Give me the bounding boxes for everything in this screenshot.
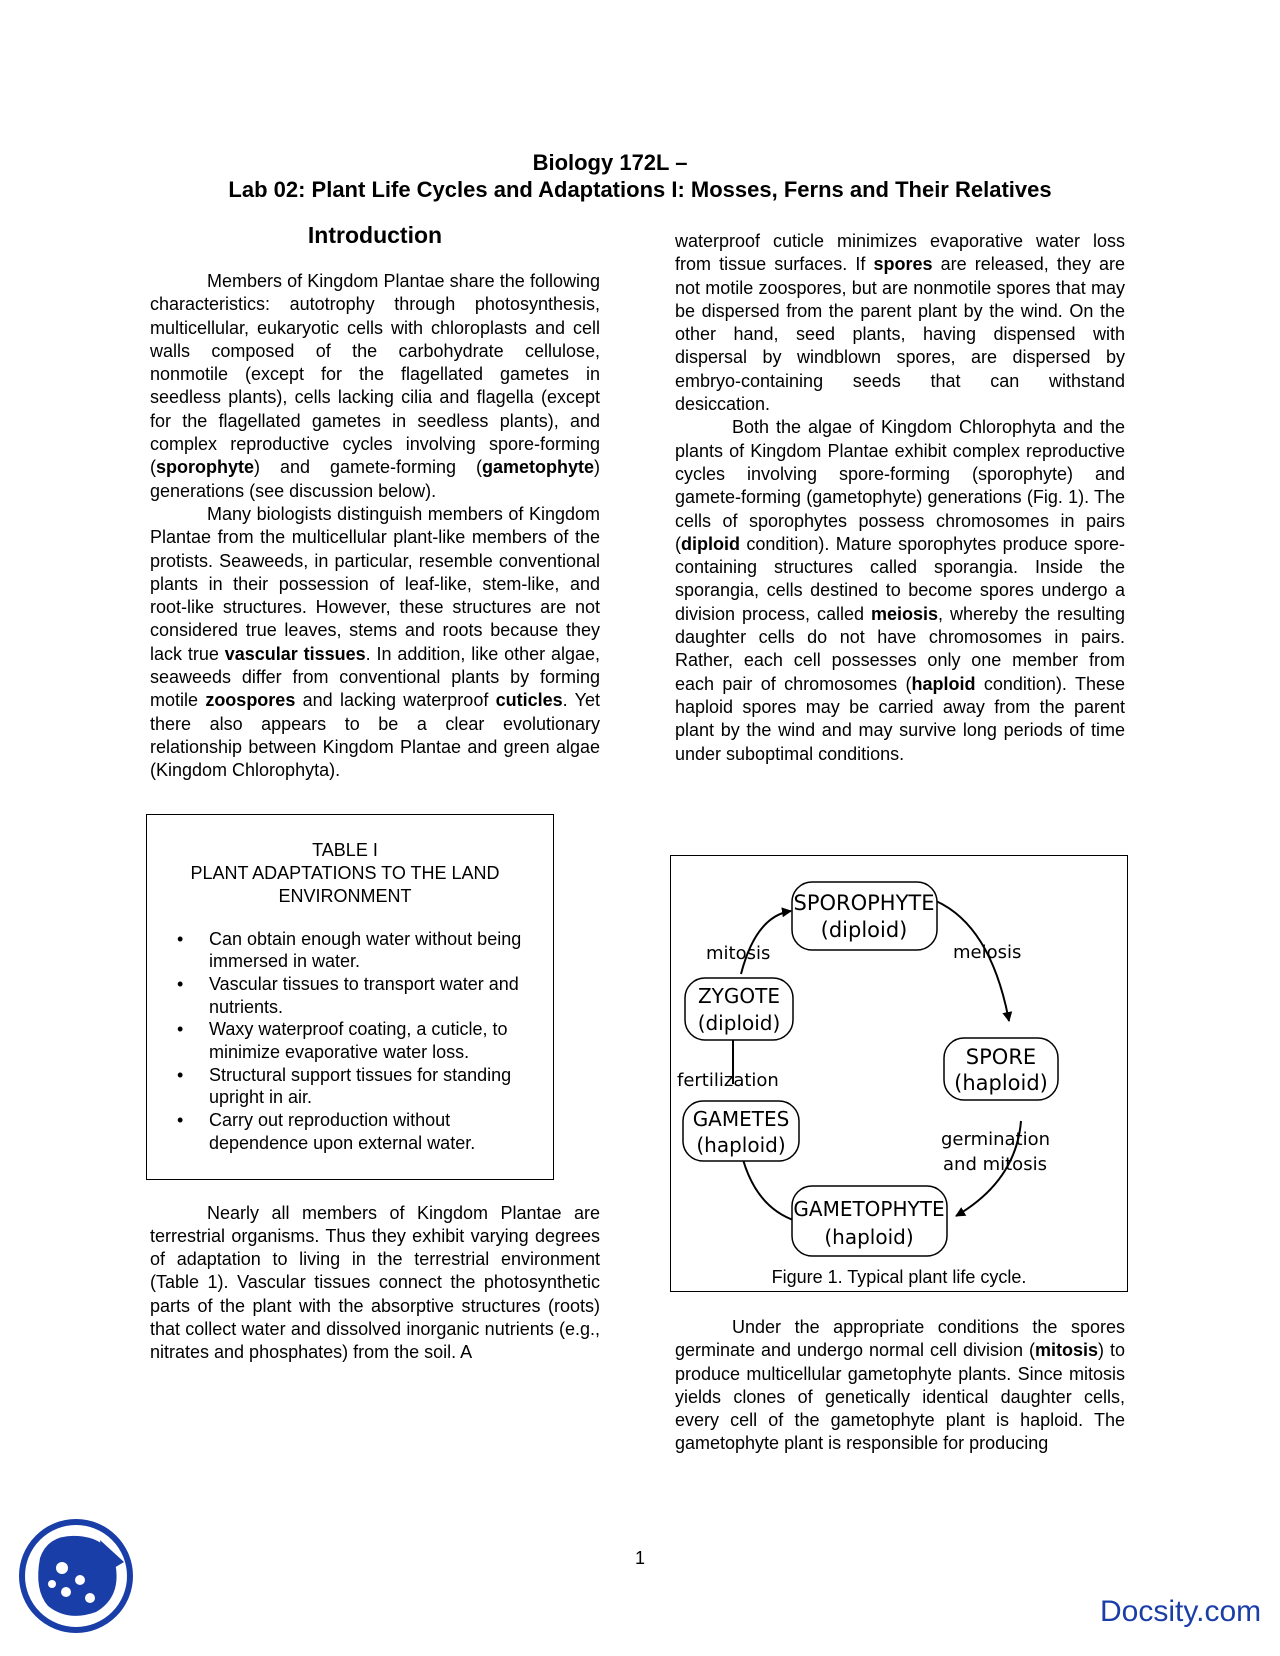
list-item: • Waxy waterproof coating, a cuticle, to minimize evaporative water loss. [147, 1018, 543, 1063]
list-item: • Carry out reproduction without dependence upon external water. [147, 1109, 543, 1154]
figure-1 [670, 855, 1128, 1292]
node-sporophyte [792, 882, 937, 950]
list-item: • Structural support tissues for standing upright in air. [147, 1064, 543, 1109]
list-item: • Vascular tissues to transport water and nutrients. [147, 973, 543, 1018]
section-heading-introduction: Introduction [307, 222, 443, 248]
document-title-line1: Biology 172L – [532, 150, 688, 175]
svg-text:(haploid): (haploid) [696, 1133, 786, 1157]
svg-text:ZYGOTE: ZYGOTE [697, 984, 781, 1008]
node-zygote [685, 978, 793, 1040]
svg-text:(diploid): (diploid) [820, 918, 908, 942]
svg-text:GAMETOPHYTE: GAMETOPHYTE [793, 1197, 945, 1221]
svg-text:(haploid): (haploid) [954, 1071, 1048, 1095]
node-gametes [683, 1101, 799, 1161]
intro-paragraph-2: Many biologists distinguish members of Kingdom Plantae from the multicellular plant-like members of the protists. Seaweeds, in particular, resemble conventional plants in their possession of leaf-like, stem-like, and root-like structures. However, these structures are not considered true leaves, stems and roots because they lack true vascular tissues. In addition, like other algae, seaweeds differ from conventional plants by forming motile zoospores and lacking waterproof cuticles. Yet there also appears to be a clear evolutionary relationship between Kingdom Plantae and green algae (Kingdom Chlorophyta). [150, 503, 601, 781]
intro-paragraph-3: Nearly all members of Kingdom Plantae are terrestrial organisms. Thus they exhibit varying degrees of adaptation to living in the terrestrial environment (Table 1). Vascular tissues connect the photosynthetic parts of the plant with the absorptive structures (roots) that collect water and dissolved inorganic nutrients (e.g., nitrates and phosphates) from the soil. A [150, 1202, 600, 1363]
right-column [675, 230, 1125, 766]
list-item: • Can obtain enough water without being immersed in water. [147, 928, 543, 973]
svg-text:(haploid): (haploid) [824, 1225, 914, 1249]
label-meiosis: meiosis [953, 942, 1022, 963]
label-fertilization: fertilization [677, 1070, 779, 1091]
table-title: PLANT ADAPTATIONS TO THE LAND ENVIRONMENT [190, 862, 500, 906]
svg-text:SPORE: SPORE [965, 1045, 1037, 1069]
label-germination: germination [941, 1129, 1051, 1150]
label-mitosis: mitosis [706, 943, 771, 964]
right-paragraph-2: Both the algae of Kingdom Chlorophyta and the plants of Kingdom Plantae exhibit complex reproductive cycles involving spore-forming (sporophyte) and gamete-forming (gametophyte) generations (Fig. 1). The cells of sporophytes possess chromosomes in pairs (diploid condition). Mature sporophytes produce spore-containing structures called sporangia. Inside the sporangia, cells destined to become spores undergo a division process, called meiosis, whereby the resulting daughter cells do not have chromosomes in pairs. Rather, each cell possesses only one member from each pair of chromosomes (haploid condition). These haploid spores may be carried away from the parent plant by the wind and may survive long periods of time under suboptimal conditions. [675, 417, 1125, 764]
figure-caption: Figure 1. Typical plant life cycle. [771, 1267, 1027, 1287]
table-label: TABLE I [312, 839, 378, 860]
document-title-line2: Lab 02: Plant Life Cycles and Adaptations I: Mosses, Ferns and Their Relatives [228, 177, 1052, 202]
svg-text:SPOROPHYTE: SPOROPHYTE [793, 891, 935, 915]
label-and-mitosis: and mitosis [943, 1154, 1047, 1175]
intro-paragraph-1: Members of Kingdom Plantae share the following characteristics: autotrophy through photosynthesis, multicellular, eukaryotic cells with chloroplasts and cell walls composed of the carbohydrate cellulose, nonmotile (except for the flagellated gametes in seedless plants), cells lacking cilia and flagella (except for the flagellated gametes in seedless plants), and complex reproductive cycles involving spore-forming (sporophyte) and gamete-forming (gametophyte) generations (see discussion below). [150, 271, 600, 501]
page-number: 1 [634, 1548, 645, 1568]
right-column-lower [675, 1316, 1125, 1456]
right-paragraph-1: waterproof cuticle minimizes evaporative water loss from tissue surfaces. If spores are released, they are not motile zoospores, but are nonmotile spores that may be dispersed from the parent plant by the wind. On the other hand, seed plants, having dispensed with dispersal by windblown spores, are dispersed by embryo-containing seeds that can withstand desiccation. [675, 231, 1126, 415]
node-gametophyte [792, 1186, 947, 1256]
adaptations-list [147, 928, 543, 1155]
svg-text:GAMETES: GAMETES [692, 1107, 790, 1131]
life-cycle-diagram [671, 856, 1129, 1266]
node-spore [944, 1038, 1058, 1100]
svg-text:(diploid): (diploid) [697, 1011, 781, 1035]
docsity-logo-icon [18, 1518, 134, 1634]
docsity-brand-text: Docsity.com [1100, 1595, 1262, 1628]
table-1-box [146, 814, 554, 1180]
right-paragraph-3: Under the appropriate conditions the spores germinate and undergo normal cell division (mitosis) to produce multicellular gametophyte plants. Since mitosis yields clones of genetically identical daughter cells, every cell of the gametophyte plant is haploid. The gametophyte plant is responsible for producing [675, 1317, 1125, 1454]
left-column [150, 220, 600, 1365]
